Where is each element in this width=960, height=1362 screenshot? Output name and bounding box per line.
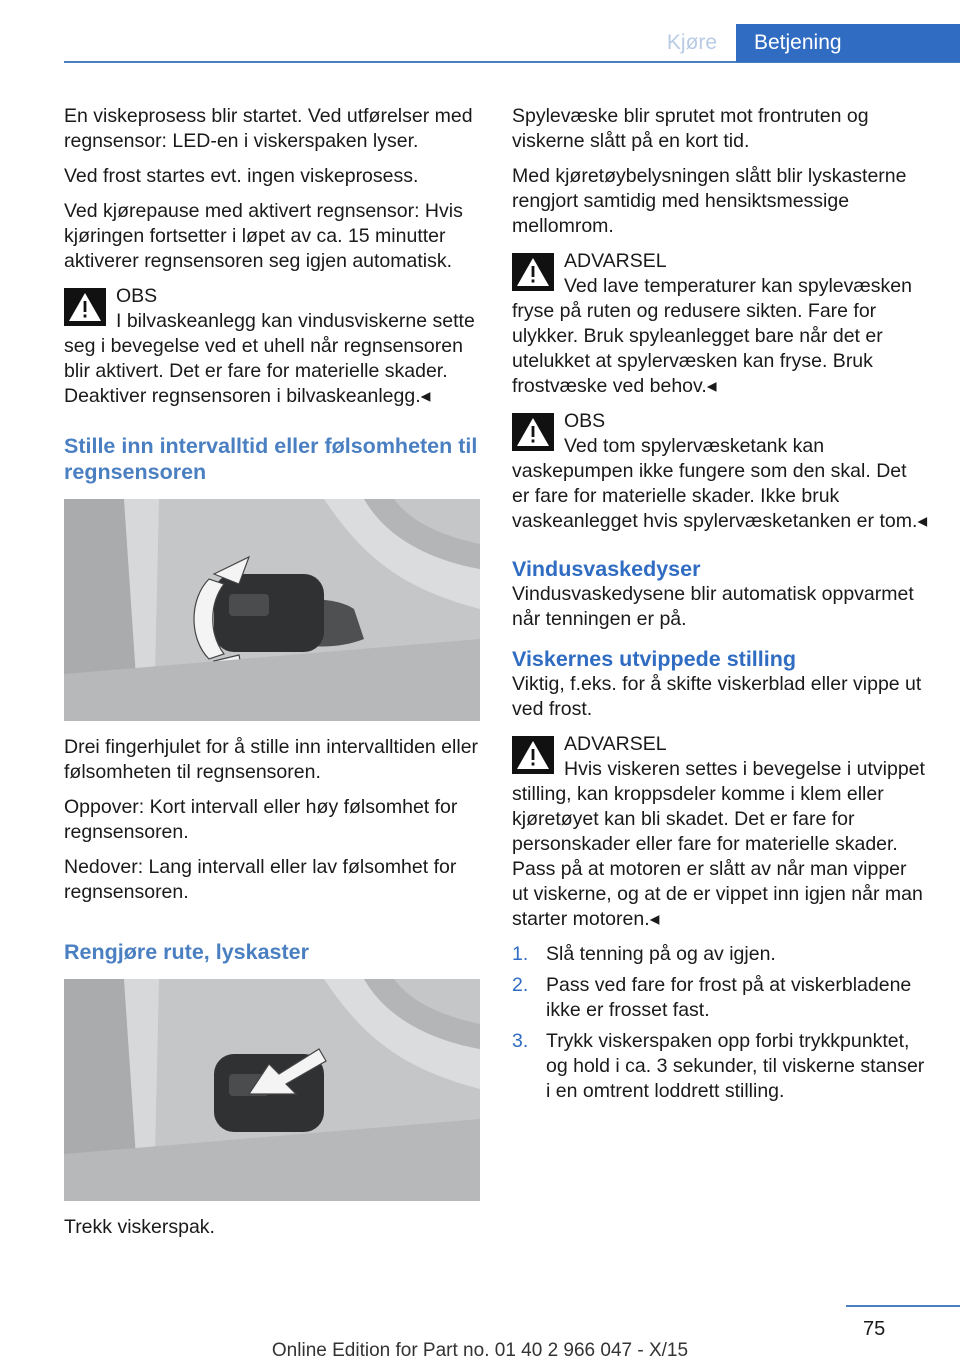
notice-text: I bilvaskeanlegg kan vindusviskerne sette seg i bevegelse ved et uhell når regnsensoren blir aktivert. Det er fare for materielle skader. Deaktiver regnsensoren i bilvaskeanlegg.◂	[64, 310, 475, 407]
list-item	[512, 1029, 928, 1104]
paragraph-wipe-started: En viskeprosess blir startet. Ved utførelser med regnsensor: LED-en i viskerspaken lyser.	[64, 105, 473, 152]
paragraph-downward: Nedover: Lang intervall eller lav følsomhet for regnsensoren.	[64, 856, 457, 903]
heading-washer-nozzles: Vindusvaskedyser	[512, 557, 701, 581]
paragraph-turn-thumbwheel: Drei fingerhjulet for å stille inn intervalltiden eller følsomheten til regnsensoren.	[64, 736, 479, 783]
notice-carwash	[64, 284, 480, 409]
step-number: 1.	[512, 943, 529, 965]
notice-title: OBS	[116, 285, 158, 307]
notice-title: OBS	[564, 410, 606, 432]
paragraph-important: Viktig, f.eks. for å skifte viskerblad eller vippe ut ved frost.	[512, 673, 922, 720]
warning-triangle-icon	[64, 288, 106, 326]
paragraph-rain-sensor-pause: Ved kjørepause med aktivert regnsensor: Hvis kjøringen fortsetter i løpet av ca. 15 minutter aktiverer regnsensoren seg igjen automatisk.	[64, 200, 463, 272]
paragraph-upward: Oppover: Kort intervall eller høy følsomhet for regnsensoren.	[64, 796, 458, 843]
warning-fold-out	[512, 732, 928, 932]
heading-clean-windscreen: Rengjøre rute, lyskaster	[64, 940, 309, 964]
heading-interval-sensitivity: Stille inn intervalltid eller følsomheten til regnsensoren	[64, 434, 478, 484]
warning-title: ADVARSEL	[564, 733, 667, 755]
paragraph-headlight-cleaning: Med kjøretøybelysningen slått blir lyskasterne rengjort samtidig med hensiktsmessige mellomrom.	[512, 165, 907, 237]
heading-folded-out-position: Viskernes utvippede stilling	[512, 647, 796, 671]
paragraph-pull-stalk: Trekk viskerspak.	[64, 1216, 215, 1238]
step-text: Trykk viskerspaken opp forbi trykkpunktet, og hold i ca. 3 sekunder, til viskerne stanser i en omtrent loddrett stilling.	[546, 1030, 925, 1102]
step-text: Slå tenning på og av igjen.	[546, 943, 776, 965]
step-number: 3.	[512, 1030, 529, 1052]
warning-text: Ved lave temperaturer kan spylevæsken fryse på ruten og redusere sikten. Fare for ulykker. Bruk spyleanlegget bare når det er utelukket at spylervæsken kan fryse. Bruk frostvæske ved behov.◂	[512, 275, 912, 397]
page-number: 75	[863, 1318, 886, 1340]
warning-text: Hvis viskeren settes i bevegelse i utvippet stilling, kan kroppsdeler komme i klem eller kjøretøyet kan bli skadet. Det er fare for personskader eller fare for materielle skader. Pass på at motoren er slått av når man vipper ut viskerne, og at de er vippet inn igjen når man starter motoren.◂	[512, 758, 925, 930]
warning-frost	[512, 249, 928, 399]
wiper-thumbwheel-photo	[64, 499, 480, 721]
step-text: Pass ved fare for frost på at viskerbladene ikke er frosset fast.	[546, 974, 912, 1021]
footer-edition: Online Edition for Part no. 01 40 2 966 047 - X/15	[271, 1340, 689, 1361]
left-column	[64, 104, 480, 1250]
warning-triangle-icon	[512, 253, 554, 291]
list-item	[512, 973, 928, 1023]
notice-empty-tank	[512, 409, 928, 534]
paragraph-washer-fluid: Spylevæske blir sprutet mot frontruten og viskerne slått på en kort tid.	[512, 105, 869, 152]
right-column	[512, 104, 928, 1110]
paragraph-frost: Ved frost startes evt. ingen viskeprosess.	[64, 165, 419, 187]
wiper-stalk-pull-photo	[64, 979, 480, 1201]
step-number: 2.	[512, 974, 529, 996]
tab-kjore[interactable]: Kjøre	[666, 31, 718, 54]
warning-title: ADVARSEL	[564, 250, 667, 272]
notice-text: Ved tom spylervæsketank kan vaskepumpen ikke fungere som den skal. Det er fare for materielle skader. Ikke bruk vaskeanlegget hvis spylervæsketanken er tom.◂	[512, 435, 928, 532]
steps-list	[512, 942, 928, 1104]
footer-rule	[846, 1305, 960, 1307]
list-item	[512, 942, 928, 967]
paragraph-nozzles-heated: Vindusvaskedysene blir automatisk oppvarmet når tenningen er på.	[512, 583, 914, 630]
warning-triangle-icon	[512, 736, 554, 774]
tab-betjening[interactable]: Betjening	[736, 24, 960, 62]
warning-triangle-icon	[512, 413, 554, 451]
